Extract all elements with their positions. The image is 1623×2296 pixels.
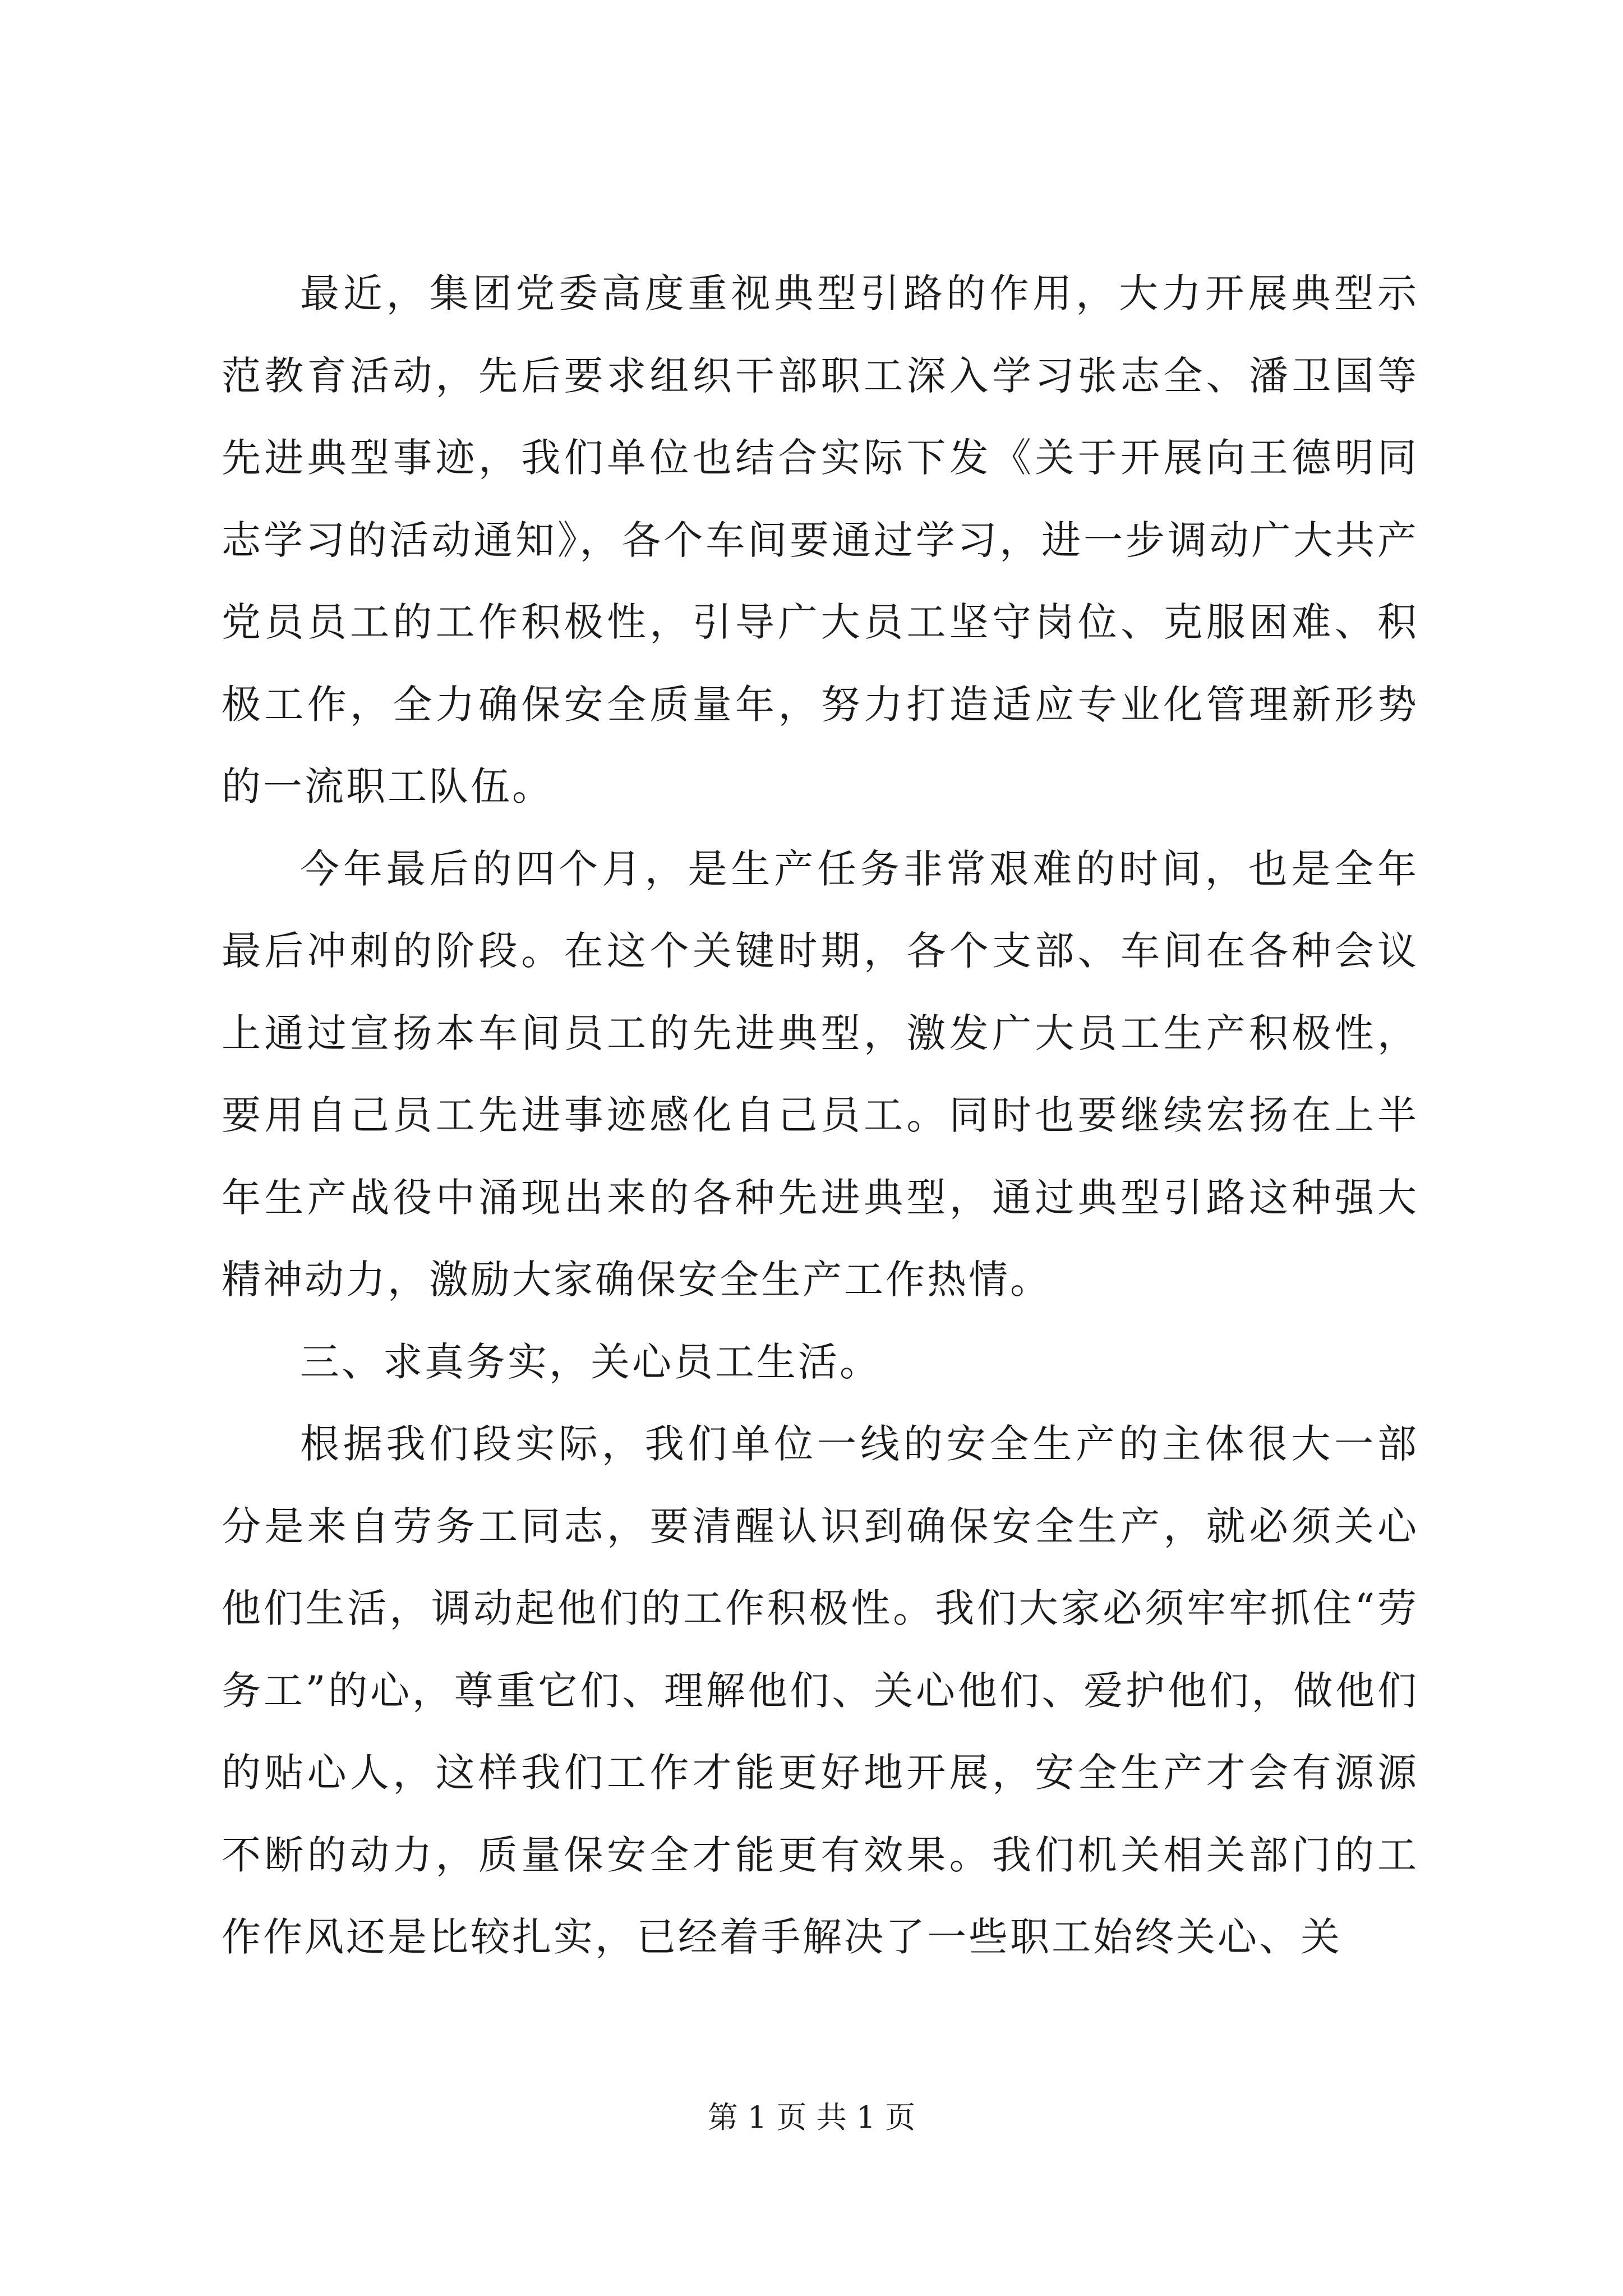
paragraph-labor-workers: 根据我们段实际，我们单位一线的安全生产的主体很大一部分是来自劳务工同志，要清醒认识到确保安全生产，就必须关心他们生活，调动起他们的工作积极性。我们大家必须牢牢抓住“劳务工”的心，尊重它们、理解他们、关心他们、爱护他们，做他们的贴心人，这样我们工作才能更好地开展，安全生产才会有源源不断的动力，质量保安全才能更有效果。我们机关相关部门的工作作风还是比较扎实，已经着手解决了一些职工始终关心、关 bbox=[222, 1421, 1419, 1960]
document-body bbox=[222, 252, 1419, 1978]
page-footer bbox=[0, 2098, 1623, 2137]
section-heading-care-for-staff: 三、求真务实，关心员工生活。 bbox=[300, 1338, 881, 1385]
paragraph-typical-example: 最近，集团党委高度重视典型引路的作用，大力开展典型示范教育活动，先后要求组织干部职工深入学习张志全、潘卫国等先进典型事迹，我们单位也结合实际下发《关于开展向王德明同志学习的活动通知》，各个车间要通过学习，进一步调动广大共产党员员工的工作积极性，引导广大员工坚守岗位、克服困难、积极工作，全力确保安全质量年，努力打造适应专业化管理新形势的一流职工队伍。 bbox=[222, 270, 1419, 809]
paragraph-final-four-months: 今年最后的四个月，是生产任务非常艰难的时间，也是全年最后冲刺的阶段。在这个关键时期，各个支部、车间在各种会议上通过宣扬本车间员工的先进典型，激发广大员工生产积极性，要用自己员工先进事迹感化自己员工。同时也要继续宏扬在上半年生产战役中涌现出来的各种先进典型，通过典型引路这种强大精神动力，激励大家确保安全生产工作热情。 bbox=[222, 845, 1419, 1303]
page-number-label: 第 1 页 共 1 页 bbox=[707, 2100, 916, 2135]
